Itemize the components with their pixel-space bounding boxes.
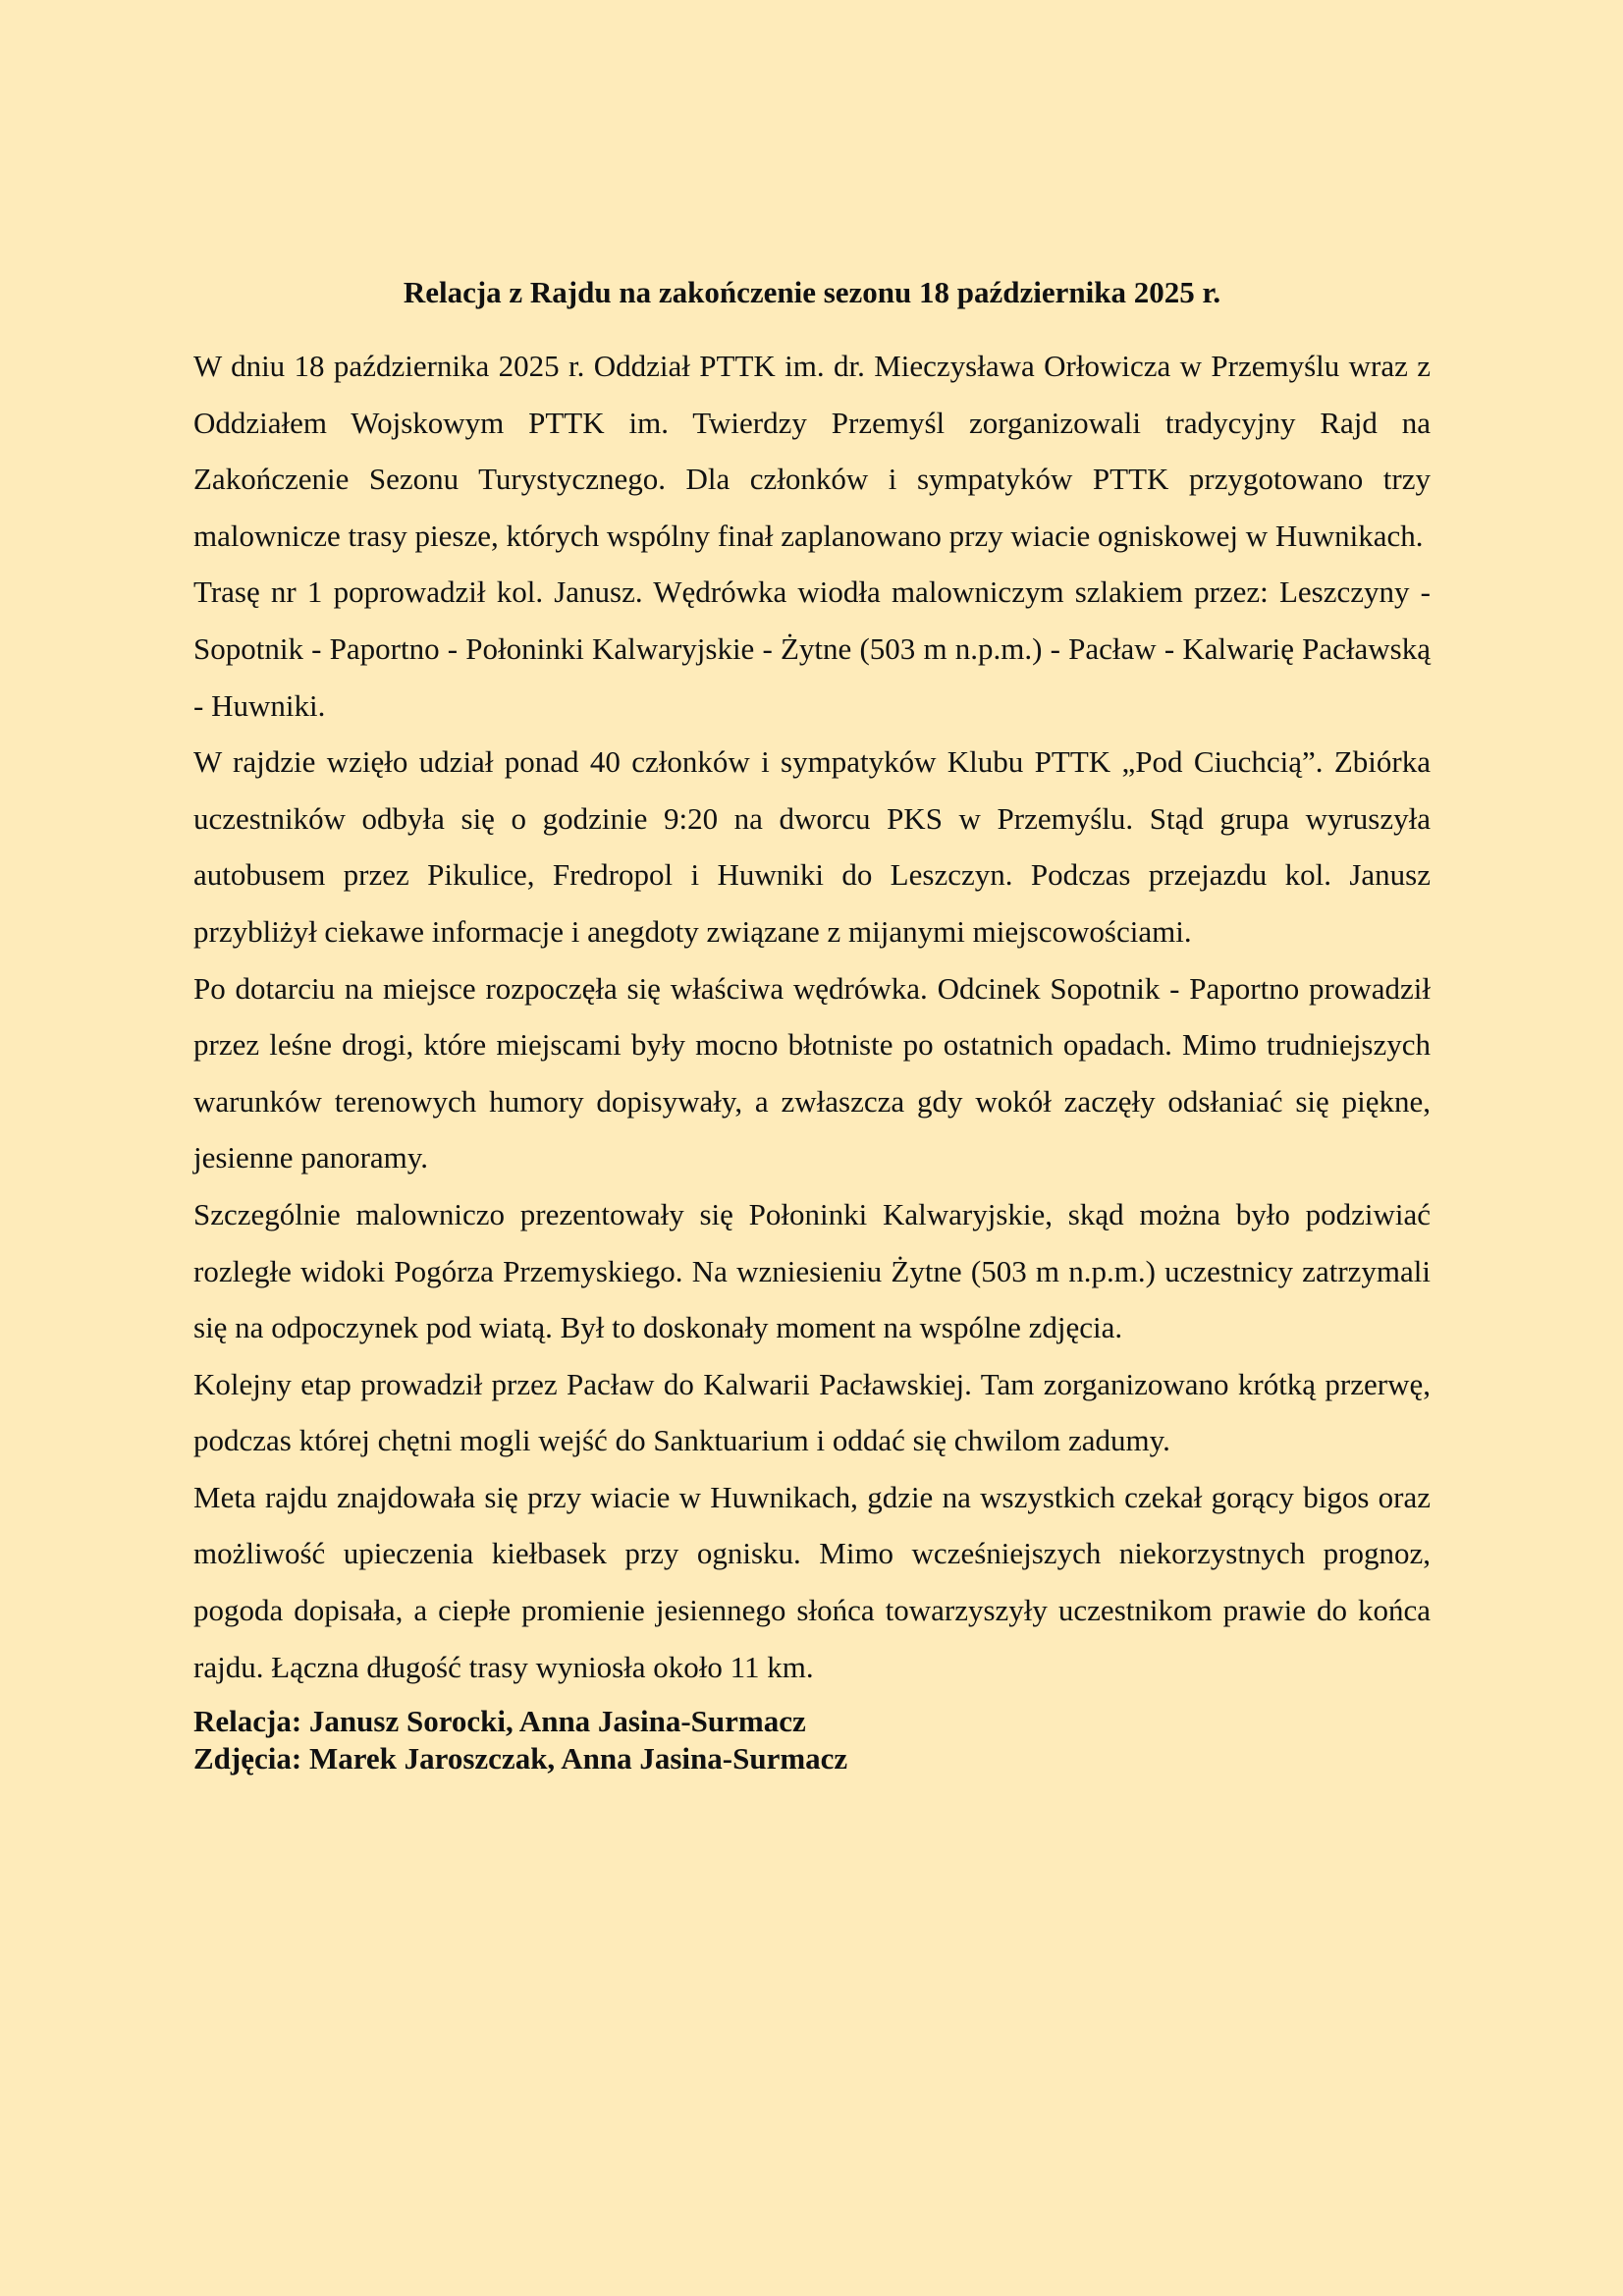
paragraph-hike-start: Po dotarciu na miejsce rozpoczęła się właściwa wędrówka. Odcinek Sopotnik - Paportno prowadził przez leśne drogi, które miejscami były mocno błotniste po ostatnich opadach. Mimo trudniejszych warunków terenowych humory dopisywały, a zwłaszcza gdy wokół zaczęły odsłaniać się piękne, jesienne panoramy. bbox=[193, 970, 1431, 1175]
credits-block bbox=[193, 1703, 1431, 1777]
paragraph-finish: Meta rajdu znajdowała się przy wiacie w Huwnikach, gdzie na wszystkich czekał gorący bigos oraz możliwość upieczenia kiełbasek przy ognisku. Mimo wcześniejszych niekorzystnych prognoz, pogoda dopisała, a ciepłe promienie jesiennego słońca towarzyszyły uczestnikom prawie do końca rajdu. Łączna długość trasy wyniosła około 11 km. bbox=[193, 1479, 1431, 1684]
paragraph-viewpoints: Szczególnie malowniczo prezentowały się Połoninki Kalwaryjskie, skąd można było podziwiać rozległe widoki Pogórza Przemyskiego. Na wzniesieniu Żytne (503 m n.p.m.) uczestnicy zatrzymali się na odpoczynek pod wiatą. Był to doskonały moment na wspólne zdjęcia. bbox=[193, 1196, 1431, 1345]
paragraph-route: Trasę nr 1 poprowadził kol. Janusz. Wędrówka wiodła malowniczym szlakiem przez: Leszczyny -Sopotnik - Paportno - Połoninki Kalwaryjskie - Żytne (503 m n.p.m.) - Pacław - Kalwarię Pacławską - Huwniki. bbox=[193, 574, 1431, 723]
document-title: Relacja z Rajdu na zakończenie sezonu 18 października 2025 r. bbox=[403, 275, 1221, 309]
paragraph-intro: W dniu 18 października 2025 r. Oddział PTTK im. dr. Mieczysława Orłowicza w Przemyślu wraz z Oddziałem Wojskowym PTTK im. Twierdzy Przemyśl zorganizowali tradycyjny Rajd na Zakończenie Sezonu Turystycznego. Dla członków i sympatyków PTTK przygotowano trzy malownicze trasy piesze, których wspólny finał zaplanowano przy wiacie ogniskowej w Huwnikach. bbox=[193, 349, 1431, 553]
credits-photos: Zdjęcia: Marek Jaroszczak, Anna Jasina-Surmacz bbox=[193, 1741, 848, 1777]
paragraph-kalwaria: Kolejny etap prowadził przez Pacław do Kalwarii Pacławskiej. Tam zorganizowano krótką przerwę, podczas której chętni mogli wejść do Sanktuarium i oddać się chwilom zadumy. bbox=[193, 1366, 1431, 1458]
document-page bbox=[193, 273, 1431, 1777]
paragraph-participants: W rajdzie wzięło udział ponad 40 członków i sympatyków Klubu PTTK „Pod Ciuchcią”. Zbiórka uczestników odbyła się o godzinie 9:20 na dworcu PKS w Przemyślu. Stąd grupa wyruszyła autobusem przez Pikulice, Fredropol i Huwniki do Leszczyn. Podczas przejazdu kol. Janusz przybliżył ciekawe informacje i anegdoty związane z mijanymi miejscowościami. bbox=[193, 744, 1431, 949]
credits-report: Relacja: Janusz Sorocki, Anna Jasina-Surmacz bbox=[193, 1704, 806, 1739]
